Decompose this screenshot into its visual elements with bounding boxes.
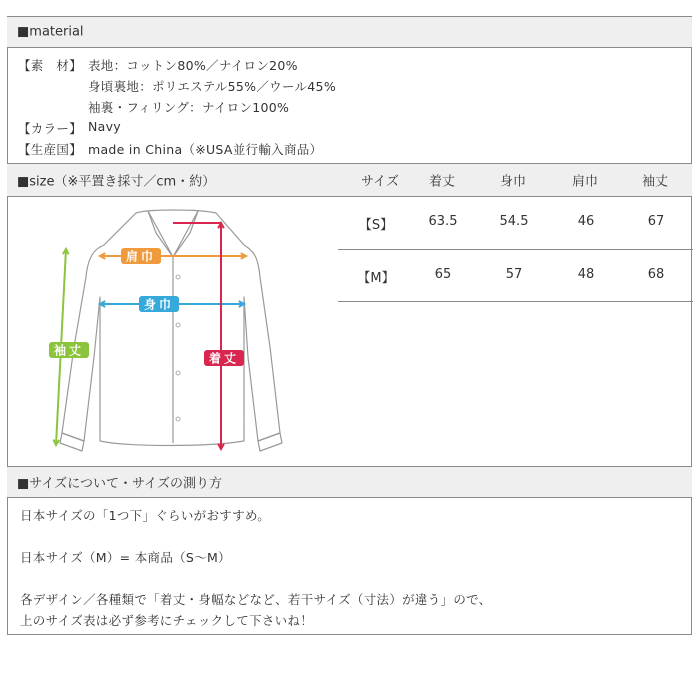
jacket-left-cuff xyxy=(60,433,84,451)
material-text-outer: 表地：コットン80%／ナイロン20% xyxy=(88,58,298,73)
material-body xyxy=(7,48,692,164)
size-row-divider-1 xyxy=(338,249,693,250)
guide-line-2: 日本サイズ（M）= 本商品（S〜M） xyxy=(20,550,231,565)
size-header xyxy=(7,164,692,197)
material-text-lining: 身頃裏地：ポリエステル55%／ウール45% xyxy=(88,79,336,94)
material-label-origin: 【生産国】 xyxy=(18,142,83,157)
size-col-length: 着丈 xyxy=(428,174,455,190)
shoulder-label-text: 肩巾 xyxy=(125,249,157,264)
jacket-outline xyxy=(62,210,280,446)
guide-body xyxy=(7,498,692,635)
jacket-size-diagram xyxy=(8,197,338,466)
size-row-s-shoulder: 46 xyxy=(577,214,595,229)
size-col-sleeve: 袖丈 xyxy=(641,174,668,190)
size-body xyxy=(7,197,692,466)
guide-header xyxy=(7,466,692,498)
sleeve-label-text: 袖丈 xyxy=(53,343,85,358)
size-header-title: ■size（※平置き採寸／cm・約） xyxy=(17,174,216,190)
guide-line-3: 各デザイン／各種類で「着丈・身幅などなど、若干サイズ（寸法）が違う」ので、 xyxy=(20,592,492,607)
size-row-m-length: 65 xyxy=(434,267,452,282)
size-row-m-body: 57 xyxy=(505,267,523,282)
guide-line-1: 日本サイズの「1つ下」ぐらいがおすすめ。 xyxy=(20,508,271,523)
size-col-shoulder: 肩巾 xyxy=(571,174,598,190)
jacket-right-cuff xyxy=(258,433,282,451)
size-row-s-label: 【S】 xyxy=(358,218,394,233)
material-label-color: 【カラー】 xyxy=(18,121,83,136)
size-row-m-sleeve: 68 xyxy=(647,267,665,282)
size-row-s-length: 63.5 xyxy=(428,214,458,229)
size-row-s-sleeve: 67 xyxy=(647,214,665,229)
body-label-text: 身巾 xyxy=(143,297,175,312)
size-row-m-shoulder: 48 xyxy=(577,267,595,282)
size-row-divider-2 xyxy=(338,301,693,302)
material-text-filling: 袖裏・フィリング：ナイロン100% xyxy=(88,100,290,115)
size-col-size: サイズ xyxy=(361,174,399,190)
guide-header-title: ■サイズについて・サイズの測り方 xyxy=(17,476,222,492)
material-header-title: ■material xyxy=(17,24,84,40)
material-text-color: Navy xyxy=(88,119,122,134)
length-label-text: 着丈 xyxy=(208,351,240,366)
guide-line-4: 上のサイズ表は必ず参考にチェックして下さいね！ xyxy=(20,613,314,628)
size-row-m-label: 【M】 xyxy=(357,271,395,286)
size-col-body: 身巾 xyxy=(499,174,526,190)
size-row-s-body: 54.5 xyxy=(499,214,529,229)
material-text-origin: made in China（※USA並行輸入商品） xyxy=(88,142,323,157)
material-header xyxy=(7,16,692,48)
material-label-fabric: 【素 材】 xyxy=(18,58,83,73)
